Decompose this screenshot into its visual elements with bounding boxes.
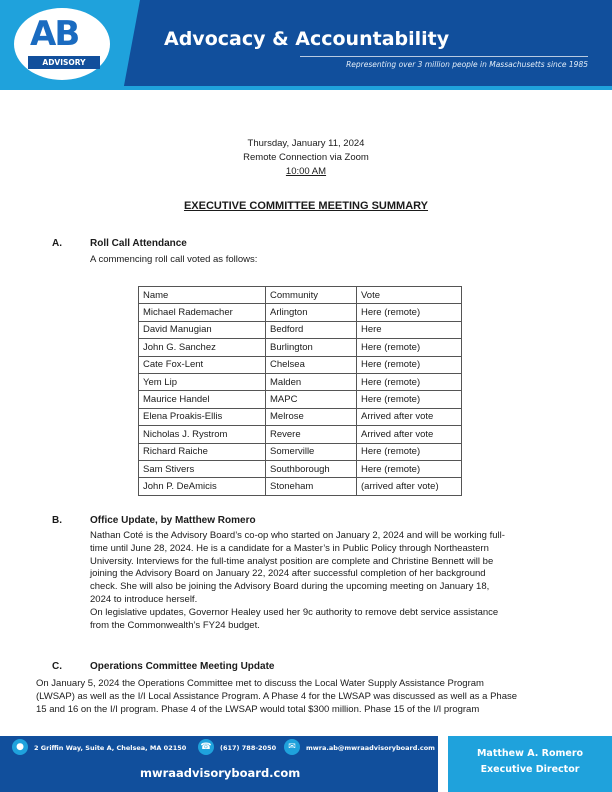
paragraph-line: 15 and 16 on the I/I program. Phase 4 of the LWSAP would total $300 million. Phase 15 of the I/I program bbox=[36, 703, 480, 715]
cell-community: Arlington bbox=[266, 304, 357, 321]
header-strip bbox=[0, 86, 612, 90]
section-c-letter: C. bbox=[52, 661, 62, 672]
cell-name: Sam Stivers bbox=[139, 460, 266, 477]
section-a-letter: A. bbox=[52, 238, 62, 249]
cell-name: Nicholas J. Rystrom bbox=[139, 426, 266, 443]
cell-vote: Here (remote) bbox=[357, 443, 462, 460]
cell-vote: Here bbox=[357, 321, 462, 338]
paragraph-line: check. She will also be joining the Advisory Board during the upcoming meeting on January 18, bbox=[90, 581, 490, 593]
paragraph-line: time until June 28, 2024. He is a candidate for a Master’s in Public Policy through Northeastern bbox=[90, 542, 489, 554]
table-row bbox=[139, 304, 462, 321]
logo-subtitle: ADVISORY BOARD bbox=[28, 56, 100, 69]
footer-divider bbox=[438, 736, 448, 792]
table-row bbox=[139, 426, 462, 443]
email-icon: ✉ bbox=[284, 739, 300, 755]
footer-signatory-name: Matthew A. Romero bbox=[476, 748, 584, 759]
cell-community: Malden bbox=[266, 373, 357, 390]
cell-name: John P. DeAmicis bbox=[139, 478, 266, 495]
table-row bbox=[139, 478, 462, 495]
cell-community: Stoneham bbox=[266, 478, 357, 495]
section-a-heading: Roll Call Attendance bbox=[90, 238, 187, 249]
table-row bbox=[139, 339, 462, 356]
section-c-body bbox=[36, 678, 606, 716]
section-b-letter: B. bbox=[52, 515, 62, 526]
paragraph-line: On legislative updates, Governor Healey used her 9c authority to remove debt service assistance bbox=[90, 606, 499, 618]
cell-name: Michael Rademacher bbox=[139, 304, 266, 321]
logo-letters: AB bbox=[30, 14, 79, 54]
cell-vote: Here (remote) bbox=[357, 304, 462, 321]
paragraph-line: joining the Advisory Board on January 22, 2024 after successful completion of her background bbox=[90, 568, 486, 580]
phone-icon: ☎ bbox=[198, 739, 214, 755]
cell-vote: Here (remote) bbox=[357, 460, 462, 477]
header-tagline: Representing over 3 million people in Massachusetts since 1985 bbox=[346, 60, 588, 69]
column-header-vote: Vote bbox=[357, 287, 462, 304]
cell-name: Maurice Handel bbox=[139, 391, 266, 408]
cell-vote: Arrived after vote bbox=[357, 408, 462, 425]
section-b-body bbox=[90, 530, 600, 632]
meeting-time: 10:00 AM bbox=[285, 166, 327, 177]
table-row bbox=[139, 443, 462, 460]
location-pin-icon: ● bbox=[12, 739, 28, 755]
cell-name: Richard Raiche bbox=[139, 443, 266, 460]
meeting-date: Thursday, January 11, 2024 bbox=[247, 138, 365, 149]
column-header-name: Name bbox=[139, 287, 266, 304]
cell-name: John G. Sanchez bbox=[139, 339, 266, 356]
cell-community: Bedford bbox=[266, 321, 357, 338]
cell-vote: Here (remote) bbox=[357, 391, 462, 408]
footer bbox=[0, 736, 612, 792]
footer-email[interactable]: mwra.ab@mwraadvisoryboard.com bbox=[306, 744, 435, 752]
cell-vote: Here (remote) bbox=[357, 356, 462, 373]
table-row bbox=[139, 408, 462, 425]
page-title: EXECUTIVE COMMITTEE MEETING SUMMARY bbox=[183, 200, 429, 212]
cell-name: Elena Proakis-Ellis bbox=[139, 408, 266, 425]
letterhead bbox=[0, 0, 612, 90]
paragraph-line: Nathan Coté is the Advisory Board’s co-op who started on January 2, 2024 and will be working full- bbox=[90, 530, 505, 541]
roll-call-table bbox=[138, 286, 462, 496]
section-c-heading: Operations Committee Meeting Update bbox=[90, 661, 275, 672]
table-header-row bbox=[139, 287, 462, 304]
section-a-intro: A commencing roll call voted as follows: bbox=[90, 254, 258, 265]
header-title: Advocacy & Accountability bbox=[164, 28, 450, 50]
footer-address: 2 Griffin Way, Suite A, Chelsea, MA 02150 bbox=[34, 744, 187, 752]
footer-website[interactable]: mwraadvisoryboard.com bbox=[140, 766, 301, 780]
cell-vote: (arrived after vote) bbox=[357, 478, 462, 495]
column-header-community: Community bbox=[266, 287, 357, 304]
cell-vote: Here (remote) bbox=[357, 373, 462, 390]
cell-community: Burlington bbox=[266, 339, 357, 356]
cell-community: MAPC bbox=[266, 391, 357, 408]
section-b-heading: Office Update, by Matthew Romero bbox=[90, 515, 256, 526]
table-row bbox=[139, 373, 462, 390]
cell-community: Southborough bbox=[266, 460, 357, 477]
cell-vote: Arrived after vote bbox=[357, 426, 462, 443]
paragraph-line: On January 5, 2024 the Operations Committee met to discuss the Local Water Supply Assistance Program bbox=[36, 678, 484, 689]
header-divider bbox=[300, 56, 588, 57]
cell-name: Cate Fox-Lent bbox=[139, 356, 266, 373]
footer-signatory-role: Executive Director bbox=[480, 764, 580, 775]
cell-name: Yem Lip bbox=[139, 373, 266, 390]
paragraph-line: from the Commonwealth’s FY24 budget. bbox=[90, 619, 260, 631]
cell-community: Chelsea bbox=[266, 356, 357, 373]
table-row bbox=[139, 356, 462, 373]
table-row bbox=[139, 321, 462, 338]
cell-community: Melrose bbox=[266, 408, 357, 425]
footer-phone: (617) 788-2050 bbox=[220, 744, 277, 752]
paragraph-line: University. Interviews for the full-time analyst position are complete and Christine Bennett will be bbox=[90, 555, 494, 567]
paragraph-line: 2024 to introduce herself. bbox=[90, 593, 198, 605]
cell-community: Somerville bbox=[266, 443, 357, 460]
cell-name: David Manugian bbox=[139, 321, 266, 338]
cell-vote: Here (remote) bbox=[357, 339, 462, 356]
cell-community: Revere bbox=[266, 426, 357, 443]
paragraph-line: (LWSAP) as well as the I/I Local Assistance Program. A Phase 4 for the LWSAP was discussed as well as a Phase bbox=[36, 690, 518, 702]
table-row bbox=[139, 391, 462, 408]
table-row bbox=[139, 460, 462, 477]
meeting-location: Remote Connection via Zoom bbox=[243, 152, 369, 163]
